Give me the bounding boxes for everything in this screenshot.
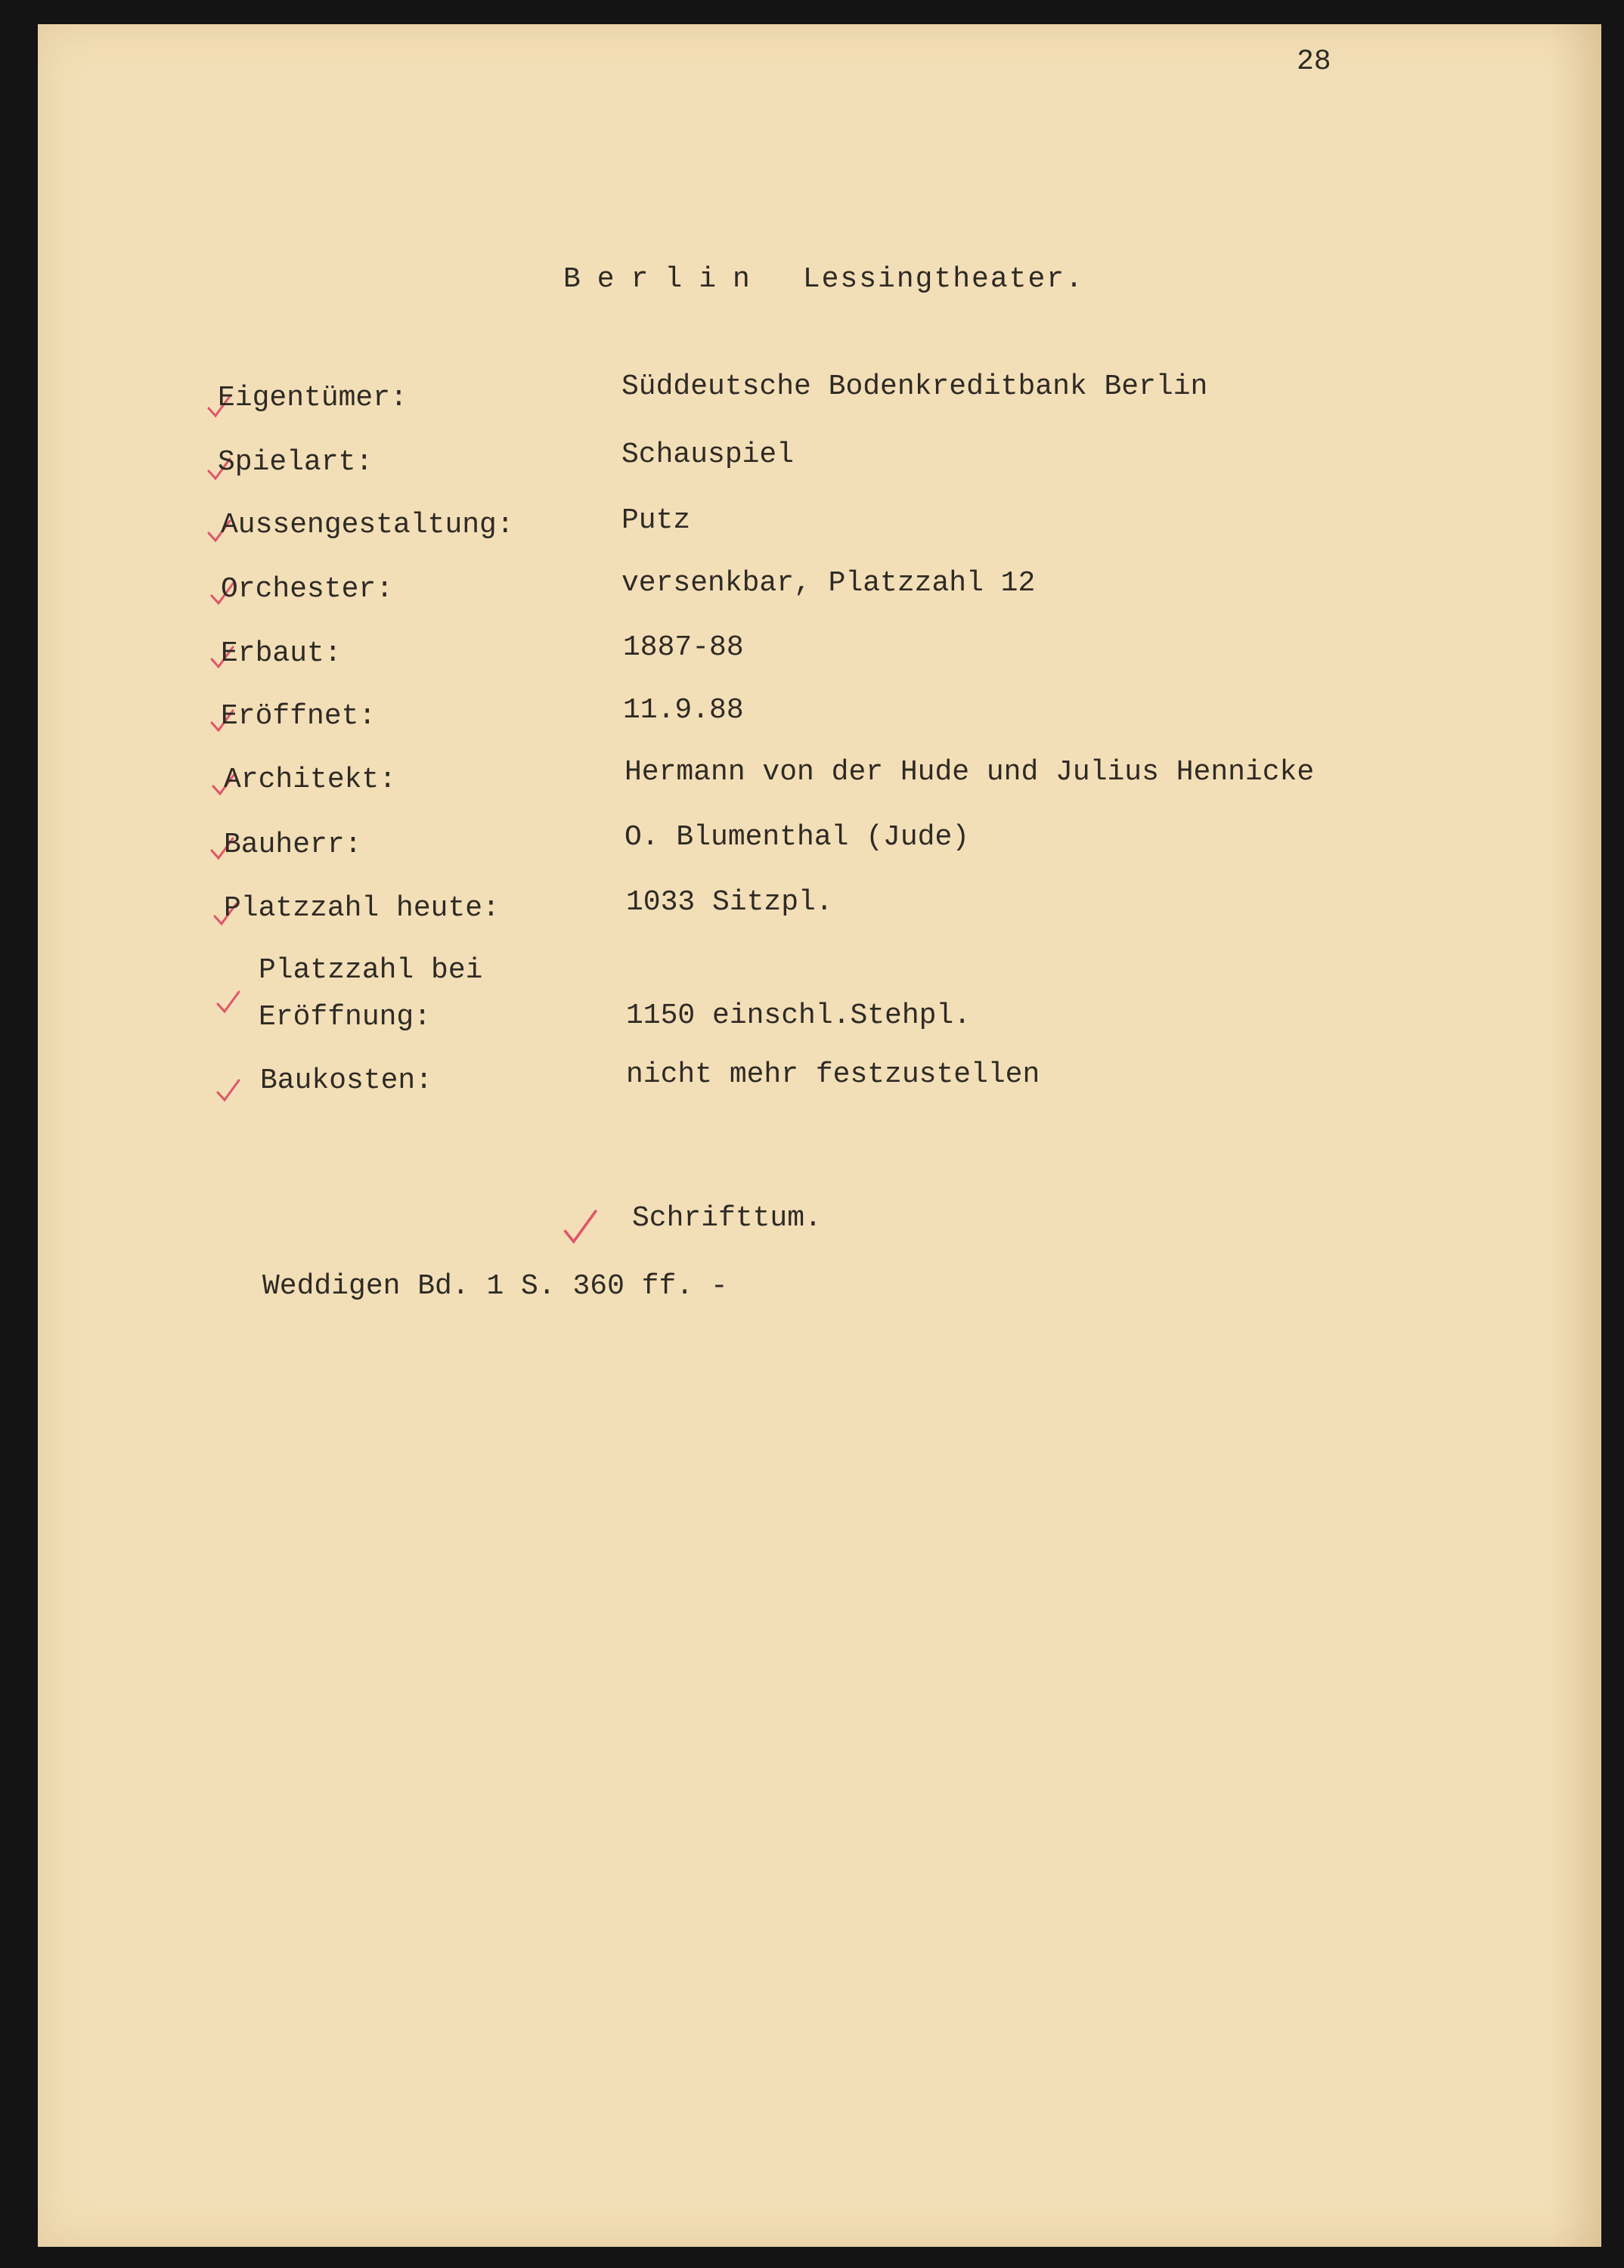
- entry-label-owner: Eigentümer:: [218, 382, 408, 414]
- document-page: [38, 24, 1601, 2247]
- check-mark-icon: [561, 1208, 599, 1246]
- literature-reference: Weddigen Bd. 1 S. 360 ff. -: [262, 1270, 728, 1303]
- entry-label-builder: Bauherr:: [224, 829, 362, 861]
- check-mark-icon: [215, 989, 242, 1016]
- entry-label-construction-cost: Baukosten:: [260, 1064, 433, 1097]
- check-mark-icon: [215, 1077, 242, 1105]
- entry-label-orchestra: Orchester:: [221, 573, 394, 606]
- section-heading-literature: Schrifttum.: [632, 1202, 822, 1235]
- entry-value-built: 1887-88: [623, 631, 744, 664]
- title-theater: Lessingtheater.: [802, 263, 1084, 296]
- entry-value-orchestra: versenkbar, Platzzahl 12: [621, 567, 1036, 600]
- title-city: Berlin: [563, 263, 767, 296]
- entry-label-architect: Architekt:: [224, 764, 397, 796]
- entry-value-architect: Hermann von der Hude und Julius Hennicke: [624, 756, 1315, 789]
- entry-value-owner: Süddeutsche Bodenkreditbank Berlin: [621, 370, 1208, 403]
- entry-value-seats-opening: 1150 einschl.Stehpl.: [626, 999, 972, 1032]
- entry-label-genre: Spielart:: [218, 446, 373, 479]
- entry-value-exterior: Putz: [621, 504, 691, 537]
- entry-label-seats-opening-line2: Eröffnung:: [259, 1001, 432, 1033]
- page-title: [563, 263, 1084, 296]
- entry-value-genre: Schauspiel: [621, 438, 795, 471]
- entry-value-seats-today: 1033 Sitzpl.: [626, 886, 833, 919]
- entry-value-construction-cost: nicht mehr festzustellen: [626, 1058, 1040, 1091]
- page-number: 28: [1297, 45, 1331, 78]
- entry-value-builder: O. Blumenthal (Jude): [624, 821, 970, 854]
- entry-label-opened: Eröffnet:: [221, 700, 377, 733]
- entry-label-seats-today: Platzzahl heute:: [224, 892, 500, 925]
- entry-label-exterior: Aussengestaltung:: [221, 509, 514, 541]
- entry-value-opened: 11.9.88: [623, 694, 744, 727]
- entry-label-seats-opening-line1: Platzzahl bei: [259, 954, 483, 987]
- entry-label-built: Erbaut:: [221, 637, 342, 670]
